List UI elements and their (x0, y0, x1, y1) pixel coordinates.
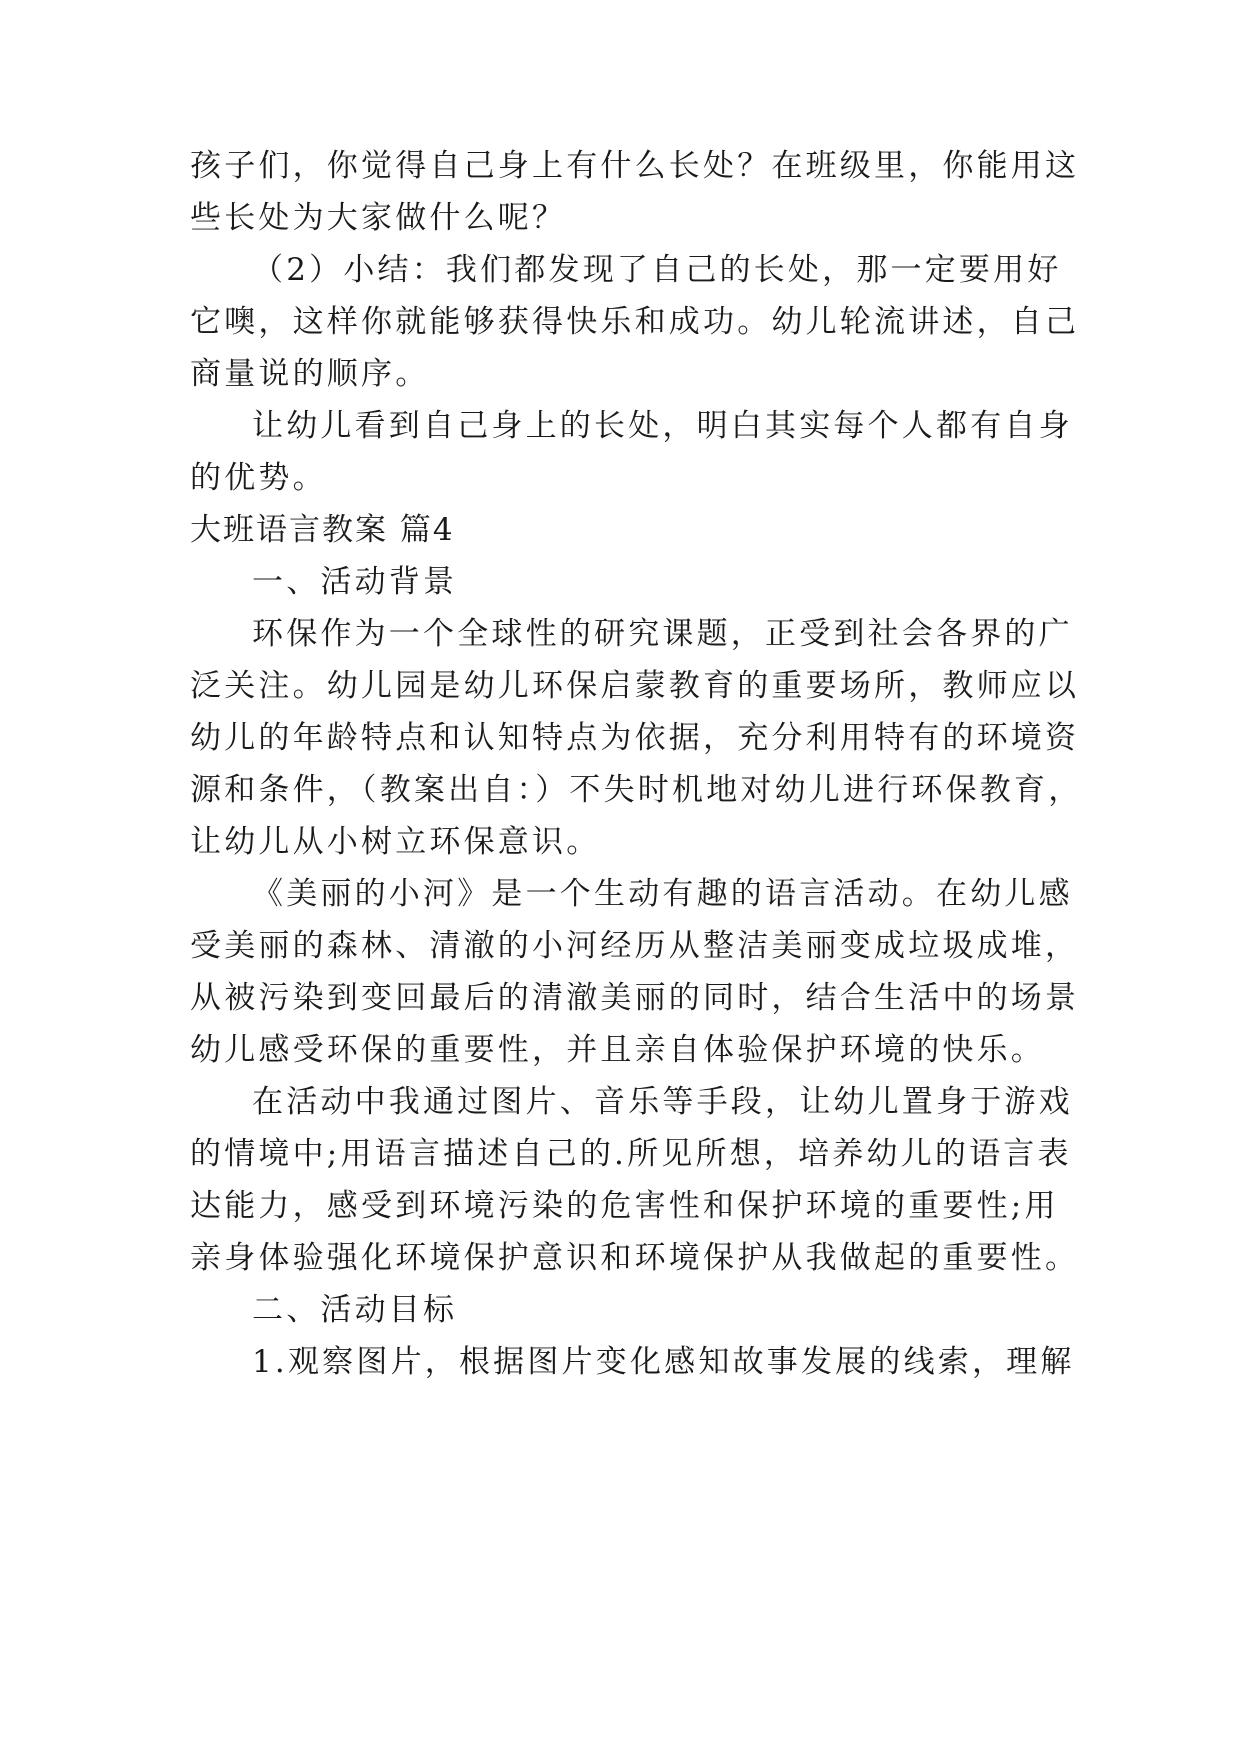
subheading: 一、活动背景 (252, 564, 458, 600)
text-line: 《美丽的小河》是一个生动有趣的语言活动。在幼儿感 (252, 876, 1073, 912)
text-line: 环保作为一个全球性的研究课题，正受到社会各界的广 (252, 616, 1073, 652)
text-line: 让幼儿看到自己身上的长处，明白其实每个人都有自身 (252, 408, 1073, 444)
text-line: 1.观察图片，根据图片变化感知故事发展的线索，理解 (252, 1344, 1075, 1380)
text-line: 从被污染到变回最后的清澈美丽的同时，结合生活中的场景 (190, 980, 1080, 1016)
text-line: 幼儿的年龄特点和认知特点为依据，充分利用特有的环境资 (190, 720, 1080, 756)
text-line: 在活动中我通过图片、音乐等手段，让幼儿置身于游戏 (252, 1084, 1073, 1120)
text-line: 源和条件，（教案出自：）不失时机地对幼儿进行环保教育， (190, 772, 1083, 808)
text-line: 亲身体验强化环境保护意识和环境保护从我做起的重要性。 (190, 1240, 1080, 1276)
text-line: 孩子们，你觉得自己身上有什么长处？在班级里，你能用这 (190, 148, 1080, 184)
text-line: 的情境中;用语言描述自己的.所见所想，培养幼儿的语言表 (190, 1136, 1072, 1172)
text-line: 让幼儿从小树立环保意识。 (190, 824, 601, 860)
text-line: 泛关注。幼儿园是幼儿环保启蒙教育的重要场所，教师应以 (190, 668, 1080, 704)
text-line: 的优势。 (190, 460, 327, 496)
text-line: 达能力，感受到环境污染的危害性和保护环境的重要性;用 (190, 1188, 1059, 1224)
section-heading: 大班语言教案 篇4 (190, 512, 455, 548)
text-line: （2）小结：我们都发现了自己的长处，那一定要用好 (252, 252, 1062, 288)
text-line: 些长处为大家做什么呢？ (190, 200, 567, 236)
text-line: 商量说的顺序。 (190, 356, 430, 392)
text-line: 幼儿感受环保的重要性，并且亲自体验保护环境的快乐。 (190, 1032, 1045, 1068)
text-line: 受美丽的森林、清澈的小河经历从整洁美丽变成垃圾成堆， (190, 928, 1080, 964)
text-line: 它噢，这样你就能够获得快乐和成功。幼儿轮流讲述，自己 (190, 304, 1080, 340)
subheading: 二、活动目标 (252, 1292, 458, 1328)
